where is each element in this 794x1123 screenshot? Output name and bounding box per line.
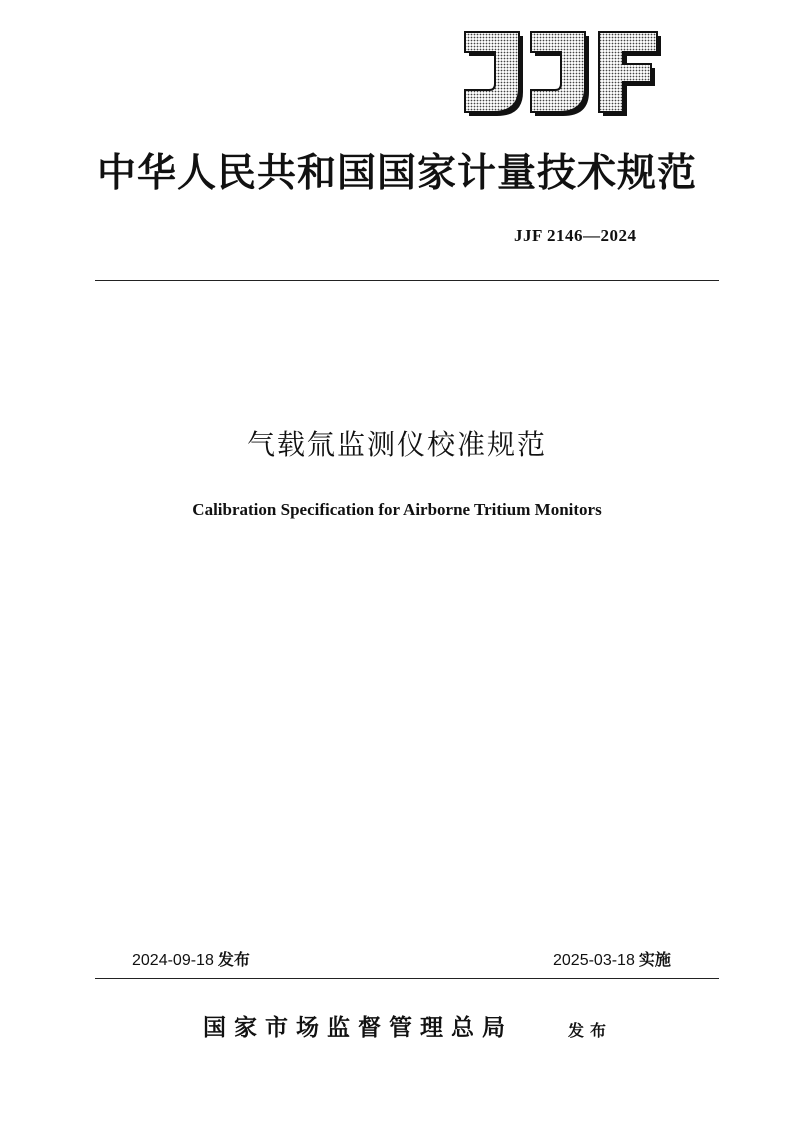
implementation-date: 2025-03-18 [553,952,635,969]
specification-code: JJF 2146—2024 [514,226,637,245]
issue-date: 2024-09-18 [132,952,214,969]
issue-label: 发布 [217,950,250,969]
footer-divider [95,978,719,979]
header-divider [95,280,719,281]
publisher-name: 国家市场监督管理总局 [203,1014,513,1041]
logo-letter-f [599,32,661,116]
logo-letter-j2 [531,32,589,116]
publisher-action: 发布 [568,1021,613,1040]
jjf-logo-graphic [461,30,666,122]
implementation-date-line [553,947,671,970]
implementation-label: 实施 [638,950,671,969]
logo-letter-j1 [465,32,523,116]
document-title: 气载氚监测仪校准规范 [246,428,547,461]
standard-series-title: 中华人民共和国国家计量技术规范 [96,151,697,196]
jjf-logo [461,30,666,122]
document-english-title: Calibration Specification for Airborne Tritium Monitors [192,500,602,519]
issue-date-line [132,947,250,970]
